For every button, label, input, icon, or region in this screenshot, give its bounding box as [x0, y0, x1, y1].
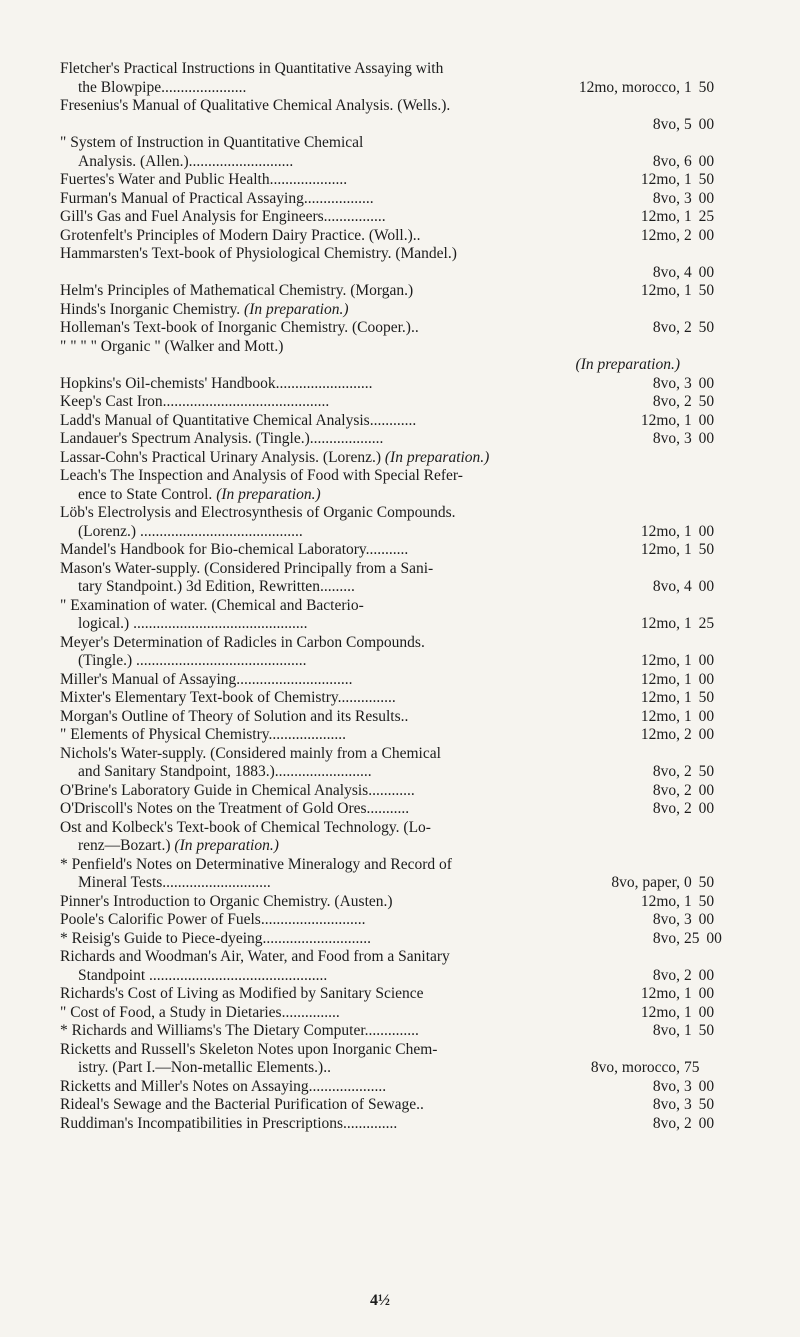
entry-text: Ruddiman's Incompatibilities in Prescriptions.............. — [60, 1114, 398, 1132]
book-price: 1 50 — [684, 171, 715, 188]
entry-text: Helm's Principles of Mathematical Chemistry. (Morgan.) — [60, 282, 414, 299]
catalog-entry — [60, 226, 715, 246]
entry-title-line — [60, 97, 680, 116]
entry-text: * Penfield's Notes on Determinative Mineralogy and Record of — [60, 855, 452, 873]
catalog-entry — [60, 301, 680, 320]
book-format: 8vo, — [652, 374, 680, 392]
entry-text: Leach's The Inspection and Analysis of Food with Special Refer- — [60, 467, 463, 484]
book-catalog-list — [60, 60, 722, 1133]
book-price: 3 00 — [684, 374, 715, 392]
entry-text: Lassar-Cohn's Practical Urinary Analysis. (Lorenz.) — [60, 448, 385, 466]
catalog-entry — [60, 744, 715, 782]
book-price: 3 00 — [684, 430, 715, 447]
entry-text: Ladd's Manual of Quantitative Chemical Analysis............ — [60, 411, 417, 429]
entry-text: Hinds's Inorganic Chemistry. — [60, 300, 245, 318]
book-format: 8vo, — [652, 263, 680, 281]
book-format: 8vo, paper, — [611, 874, 680, 891]
book-format: 12mo, — [640, 985, 680, 1002]
entry-title-line — [60, 948, 680, 967]
book-format: 12mo, — [640, 208, 680, 225]
entry-title-line — [60, 819, 680, 838]
catalog-entry — [60, 97, 715, 134]
entry-continuation-line — [60, 115, 715, 135]
book-price: 1 00 — [684, 1003, 715, 1021]
entry-text: renz—Bozart.) — [78, 837, 175, 854]
catalog-entry — [60, 855, 715, 893]
entry-title-line — [60, 1003, 715, 1023]
entry-continuation-line — [60, 837, 680, 856]
book-format: 8vo, — [652, 1114, 680, 1132]
entry-continuation-line — [60, 486, 680, 505]
entry-title-line — [60, 1077, 715, 1097]
preparation-note: (In preparation.) — [216, 485, 321, 503]
catalog-entry — [60, 374, 715, 394]
preparation-note: (In preparation.) — [384, 448, 490, 466]
entry-title-line — [60, 393, 715, 412]
entry-continuation-line — [60, 652, 715, 671]
entry-text: Ricketts and Russell's Skeleton Notes upon Inorganic Chem- — [60, 1040, 438, 1058]
book-price: 2 00 — [684, 726, 715, 743]
book-format: 12mo, — [640, 689, 680, 706]
entry-title-line — [60, 60, 680, 79]
entry-title-line — [60, 634, 680, 653]
entry-text: (Lorenz.) .......................................... — [78, 522, 303, 540]
book-format: 8vo, — [652, 1077, 680, 1095]
catalog-entry — [60, 596, 715, 634]
book-format: 8vo, — [652, 319, 680, 336]
catalog-entry — [60, 245, 715, 282]
book-format: 8vo, — [652, 578, 680, 595]
entry-text: Fresenius's Manual of Qualitative Chemical Analysis. (Wells.). — [60, 97, 451, 114]
book-price: 1 50 — [684, 1022, 715, 1039]
book-format: 8vo, — [652, 800, 680, 817]
catalog-entry — [60, 467, 680, 504]
entry-text: istry. (Part I.—Non-metallic Elements.).. — [78, 1059, 331, 1076]
entry-text: Grotenfelt's Principles of Modern Dairy Practice. (Woll.).. — [60, 226, 421, 244]
book-price: 1 50 — [684, 282, 715, 299]
book-price: 2 50 — [684, 763, 715, 780]
book-price: 1 50 — [684, 689, 715, 706]
book-format: 8vo, — [652, 189, 680, 207]
entry-title-line — [60, 134, 680, 153]
book-format: 8vo, — [652, 393, 680, 410]
catalog-entry — [60, 338, 680, 375]
entry-text: Hammarsten's Text-book of Physiological Chemistry. (Mandel.) — [60, 245, 457, 262]
catalog-entry — [60, 726, 715, 745]
entry-text: Ricketts and Miller's Notes on Assaying.................... — [60, 1077, 387, 1095]
entry-title-line — [60, 597, 680, 616]
catalog-entry — [60, 911, 715, 930]
entry-text: Richards's Cost of Living as Modified by Sanitary Science — [60, 985, 424, 1002]
book-format: 8vo, — [652, 430, 680, 447]
entry-text: " Elements of Physical Chemistry.................... — [60, 726, 347, 743]
entry-text: ence to State Control. — [78, 485, 217, 503]
entry-text: Mixter's Elementary Text-book of Chemistry............... — [60, 689, 396, 706]
entry-title-line — [60, 541, 715, 560]
catalog-entry — [60, 800, 715, 819]
entry-text: Miller's Manual of Assaying.............................. — [60, 670, 353, 688]
entry-text: Morgan's Outline of Theory of Solution and its Results.. — [60, 707, 409, 725]
entry-title-line — [60, 929, 722, 949]
entry-text: Fuertes's Water and Public Health.................... — [60, 171, 348, 188]
book-format: 8vo, — [652, 781, 680, 799]
entry-title-line — [60, 411, 715, 431]
entry-text: " System of Instruction in Quantitative Chemical — [60, 134, 364, 151]
entry-continuation-line — [60, 966, 715, 986]
entry-text: * Richards and Williams's The Dietary Computer.............. — [60, 1022, 419, 1039]
entry-text: Holleman's Text-book of Inorganic Chemistry. (Cooper.).. — [60, 319, 419, 336]
entry-continuation-line — [60, 356, 680, 375]
book-price: 1 25 — [684, 208, 715, 225]
entry-continuation-line — [60, 615, 715, 634]
entry-text: Meyer's Determination of Radicles in Carbon Compounds. — [60, 633, 425, 651]
book-format: 8vo, — [652, 966, 680, 984]
entry-title-line — [60, 856, 680, 875]
entry-title-line — [60, 1041, 680, 1060]
entry-title-line — [60, 1114, 715, 1134]
entry-text: Furman's Manual of Practical Assaying.................. — [60, 189, 374, 207]
entry-text: and Sanitary Standpoint, 1883.)......................... — [78, 763, 372, 780]
entry-title-line — [60, 449, 680, 468]
entry-text: tary Standpoint.) 3d Edition, Rewritten......... — [78, 578, 355, 595]
book-price: 5 00 — [684, 115, 715, 133]
entry-title-line — [60, 226, 715, 246]
book-format: 12mo, — [640, 707, 680, 725]
entry-title-line — [60, 301, 680, 320]
entry-title-line — [60, 1096, 715, 1115]
entry-continuation-line — [60, 1059, 700, 1078]
book-price: 1 50 — [684, 541, 715, 558]
book-price: 2 00 — [684, 226, 715, 244]
book-price: 1 00 — [684, 985, 715, 1002]
entry-continuation-line — [60, 152, 715, 172]
book-price: 2 00 — [684, 800, 715, 817]
catalog-entry — [60, 541, 715, 560]
book-price: 4 00 — [684, 578, 715, 595]
catalog-entry — [60, 171, 715, 190]
catalog-entry — [60, 689, 715, 708]
catalog-entry — [60, 1096, 715, 1115]
entry-text: Keep's Cast Iron........................................... — [60, 393, 330, 410]
catalog-entry — [60, 1003, 715, 1023]
book-price: 2 50 — [684, 393, 715, 410]
entry-title-line — [60, 245, 680, 264]
entry-text: Landauer's Spectrum Analysis. (Tingle.)................... — [60, 430, 384, 447]
entry-title-line — [60, 189, 715, 209]
catalog-entry — [60, 929, 722, 949]
entry-title-line — [60, 560, 680, 579]
book-price: 1 50 — [684, 892, 715, 910]
entry-text: Hopkins's Oil-chemists' Handbook......................... — [60, 374, 373, 392]
entry-text: " Cost of Food, a Study in Dietaries............... — [60, 1003, 340, 1021]
entry-continuation-line — [60, 263, 715, 283]
entry-title-line — [60, 707, 715, 727]
entry-continuation-line — [60, 578, 715, 597]
book-format: 12mo, — [640, 541, 680, 558]
entry-text: Ost and Kolbeck's Text-book of Chemical Technology. (Lo- — [60, 818, 431, 836]
book-format: 12mo, — [640, 226, 680, 244]
book-format: 8vo, — [652, 1022, 680, 1039]
book-price: 0 50 — [684, 874, 715, 891]
entry-title-line — [60, 726, 715, 745]
book-format: 12mo, — [640, 892, 680, 910]
catalog-entry — [60, 134, 715, 171]
catalog-entry — [60, 411, 715, 431]
book-price: 2 00 — [684, 781, 715, 799]
book-format: 12mo, — [640, 171, 680, 188]
catalog-entry — [60, 319, 715, 338]
book-format: 12mo, — [640, 652, 680, 669]
book-format: 12mo, — [640, 1003, 680, 1021]
entry-title-line — [60, 374, 715, 394]
book-price: 6 00 — [684, 152, 715, 170]
entry-text: * Reisig's Guide to Piece-dyeing............................ — [60, 929, 372, 947]
entry-text: Analysis. (Allen.)........................... — [78, 152, 294, 170]
catalog-entry — [60, 449, 680, 468]
book-format: 12mo, morocco, — [578, 78, 680, 96]
book-price: 3 00 — [684, 911, 715, 928]
preparation-note: (In preparation.) — [174, 837, 279, 854]
catalog-entry — [60, 707, 715, 727]
book-format: 8vo, — [652, 763, 680, 780]
entry-continuation-line — [60, 874, 715, 893]
entry-title-line — [60, 985, 715, 1004]
entry-title-line — [60, 171, 715, 190]
entry-title-line — [60, 670, 715, 690]
entry-title-line — [60, 689, 715, 708]
entry-text: Gill's Gas and Fuel Analysis for Engineers................ — [60, 208, 386, 225]
entry-title-line — [60, 892, 715, 912]
book-price: 4 00 — [684, 263, 715, 281]
preparation-note: (In preparation.) — [575, 356, 680, 373]
catalog-entry — [60, 1114, 715, 1134]
catalog-entry — [60, 189, 715, 209]
book-price: 1 50 — [684, 78, 715, 96]
entry-title-line — [60, 208, 715, 227]
entry-text: Richards and Woodman's Air, Water, and Food from a Sanitary — [60, 948, 450, 965]
entry-title-line — [60, 1022, 715, 1041]
catalog-entry — [60, 393, 715, 412]
book-format: 8vo, — [652, 911, 680, 928]
book-format: 12mo, — [640, 670, 680, 688]
entry-text: Pinner's Introduction to Organic Chemistry. (Austen.) — [60, 892, 393, 910]
book-format: 12mo, — [640, 726, 680, 743]
entry-title-line — [60, 745, 680, 764]
entry-text: logical.) ............................................. — [78, 615, 308, 632]
book-price: 1 00 — [684, 652, 715, 669]
catalog-entry — [60, 1022, 715, 1041]
book-price: 1 00 — [684, 522, 715, 540]
entry-title-line — [60, 338, 680, 357]
catalog-entry — [60, 504, 715, 541]
book-format: 8vo, — [652, 152, 680, 170]
entry-text: Mason's Water-supply. (Considered Principally from a Sani- — [60, 559, 434, 577]
catalog-entry — [60, 1040, 700, 1078]
entry-title-line — [60, 800, 715, 819]
entry-title-line — [60, 467, 680, 486]
catalog-entry — [60, 60, 715, 97]
book-price: 2 50 — [684, 319, 715, 336]
entry-continuation-line — [60, 522, 715, 542]
entry-title-line — [60, 781, 715, 801]
catalog-entry — [60, 430, 715, 449]
entry-text: Fletcher's Practical Instructions in Quantitative Assaying with — [60, 60, 444, 77]
entry-text: " Examination of water. (Chemical and Bacterio- — [60, 596, 364, 614]
entry-title-line — [60, 319, 715, 338]
catalog-entry — [60, 1077, 715, 1097]
catalog-entry — [60, 781, 715, 801]
book-format: 12mo, — [640, 615, 680, 632]
book-price: 3 50 — [684, 1096, 715, 1113]
catalog-entry — [60, 282, 715, 301]
entry-text: Mineral Tests............................ — [78, 874, 271, 891]
book-price: 75 — [684, 1059, 700, 1076]
entry-text: (Tingle.) ............................................ — [78, 652, 307, 669]
entry-text: Löb's Electrolysis and Electrosynthesis of Organic Compounds. — [60, 504, 456, 521]
entry-title-line — [60, 911, 715, 930]
book-price: 25 00 — [684, 929, 722, 947]
entry-text: Nichols's Water-supply. (Considered mainly from a Chemical — [60, 744, 441, 762]
book-price: 2 00 — [684, 1114, 715, 1132]
preparation-note: (In preparation.) — [244, 300, 349, 318]
book-format: 8vo, — [652, 115, 680, 133]
catalog-entry — [60, 633, 715, 671]
book-format: 12mo, — [640, 411, 680, 429]
book-format: 8vo, morocco, — [590, 1059, 680, 1076]
catalog-entry — [60, 892, 715, 912]
catalog-entry — [60, 948, 715, 985]
catalog-entry — [60, 819, 680, 856]
entry-text: O'Brine's Laboratory Guide in Chemical Analysis............ — [60, 781, 415, 799]
catalog-entry — [60, 985, 715, 1004]
book-price: 1 25 — [684, 615, 715, 632]
entry-continuation-line — [60, 78, 715, 98]
book-format: 12mo, — [640, 522, 680, 540]
book-price: 2 00 — [684, 966, 715, 984]
book-format: 8vo, — [652, 1096, 680, 1113]
catalog-entry — [60, 559, 715, 597]
entry-continuation-line — [60, 763, 715, 782]
book-price: 1 00 — [684, 411, 715, 429]
entry-title-line — [60, 430, 715, 449]
entry-text: O'Driscoll's Notes on the Treatment of Gold Ores........... — [60, 800, 410, 817]
entry-text: Poole's Calorific Power of Fuels........................... — [60, 911, 366, 928]
book-price: 3 00 — [684, 189, 715, 207]
entry-text: the Blowpipe...................... — [78, 78, 247, 96]
entry-text: Mandel's Handbook for Bio-chemical Laboratory........... — [60, 541, 409, 558]
entry-text: Rideal's Sewage and the Bacterial Purification of Sewage.. — [60, 1096, 424, 1113]
book-price: 1 00 — [684, 707, 715, 725]
page-number: 4½ — [370, 1292, 390, 1309]
entry-text: Standpoint .............................................. — [78, 966, 328, 984]
entry-text: " " " " Organic " (Walker and Mott.) — [60, 337, 284, 355]
catalog-entry — [60, 670, 715, 690]
entry-title-line — [60, 282, 715, 301]
entry-title-line — [60, 504, 680, 523]
book-price: 3 00 — [684, 1077, 715, 1095]
catalog-entry — [60, 208, 715, 227]
book-format: 8vo, — [652, 929, 680, 947]
book-format: 12mo, — [640, 282, 680, 299]
book-price: 1 00 — [684, 670, 715, 688]
